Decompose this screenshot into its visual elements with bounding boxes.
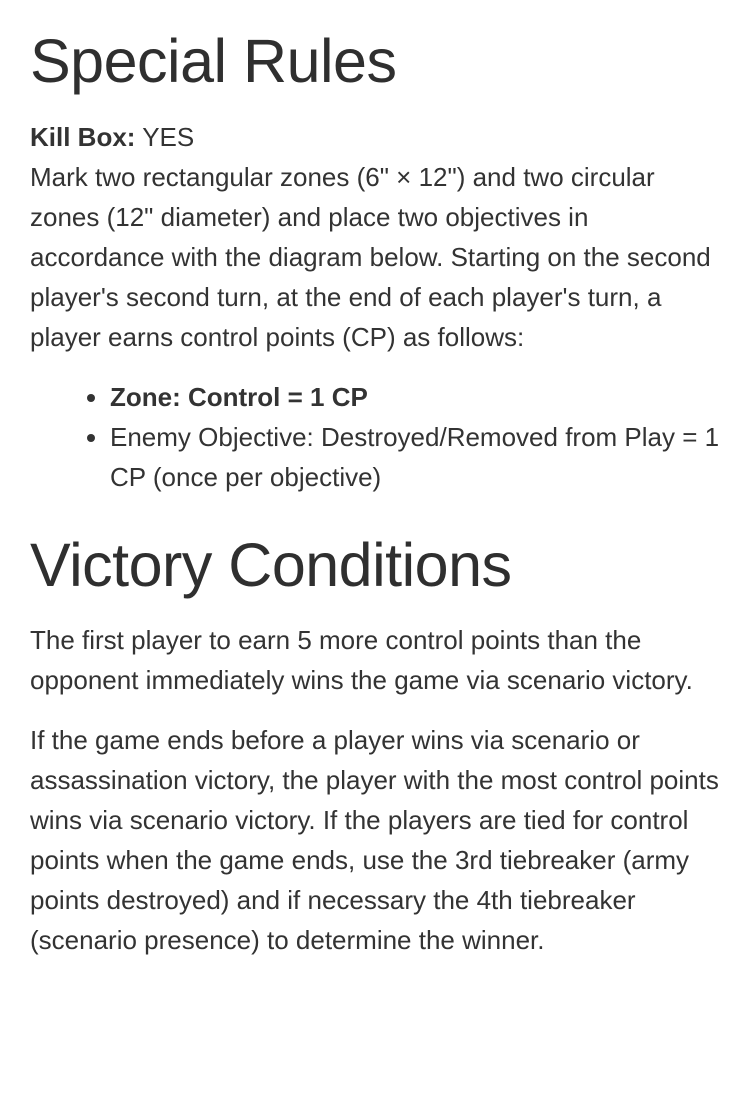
kill-box-value: YES (142, 122, 195, 152)
list-item-enemy-objective: • Enemy Objective: Destroyed/Removed from Play = 1 CP (once per objective) (110, 417, 720, 497)
special-rules-description: Mark two rectangular zones (6" × 12") and two circular zones (12" diameter) and place two objectives in accordance with the diagram below. Starting on the second player's second turn, at the end of each player's turn, a player earns control points (CP) as follows: (30, 162, 711, 352)
victory-paragraph-2: If the game ends before a player wins via scenario or assassination victory, the player with the most control points wins via scenario victory. If the players are tied for control points when the game ends, use the 3rd tiebreaker (army points destroyed) and if necessary the 4th tiebreaker (scenario presence) to determine the winner. (30, 725, 719, 955)
special-rules-heading: Special Rules (30, 27, 397, 95)
list-item-zone-control: • Zone: Control = 1 CP (110, 377, 720, 417)
kill-box-label: Kill Box: (30, 122, 136, 152)
victory-paragraph-1: The first player to earn 5 more control points than the opponent immediately wins the game via scenario victory. (30, 625, 693, 695)
victory-conditions-heading: Victory Conditions (30, 531, 512, 599)
kill-box-line (30, 117, 720, 157)
control-points-list (30, 377, 720, 497)
